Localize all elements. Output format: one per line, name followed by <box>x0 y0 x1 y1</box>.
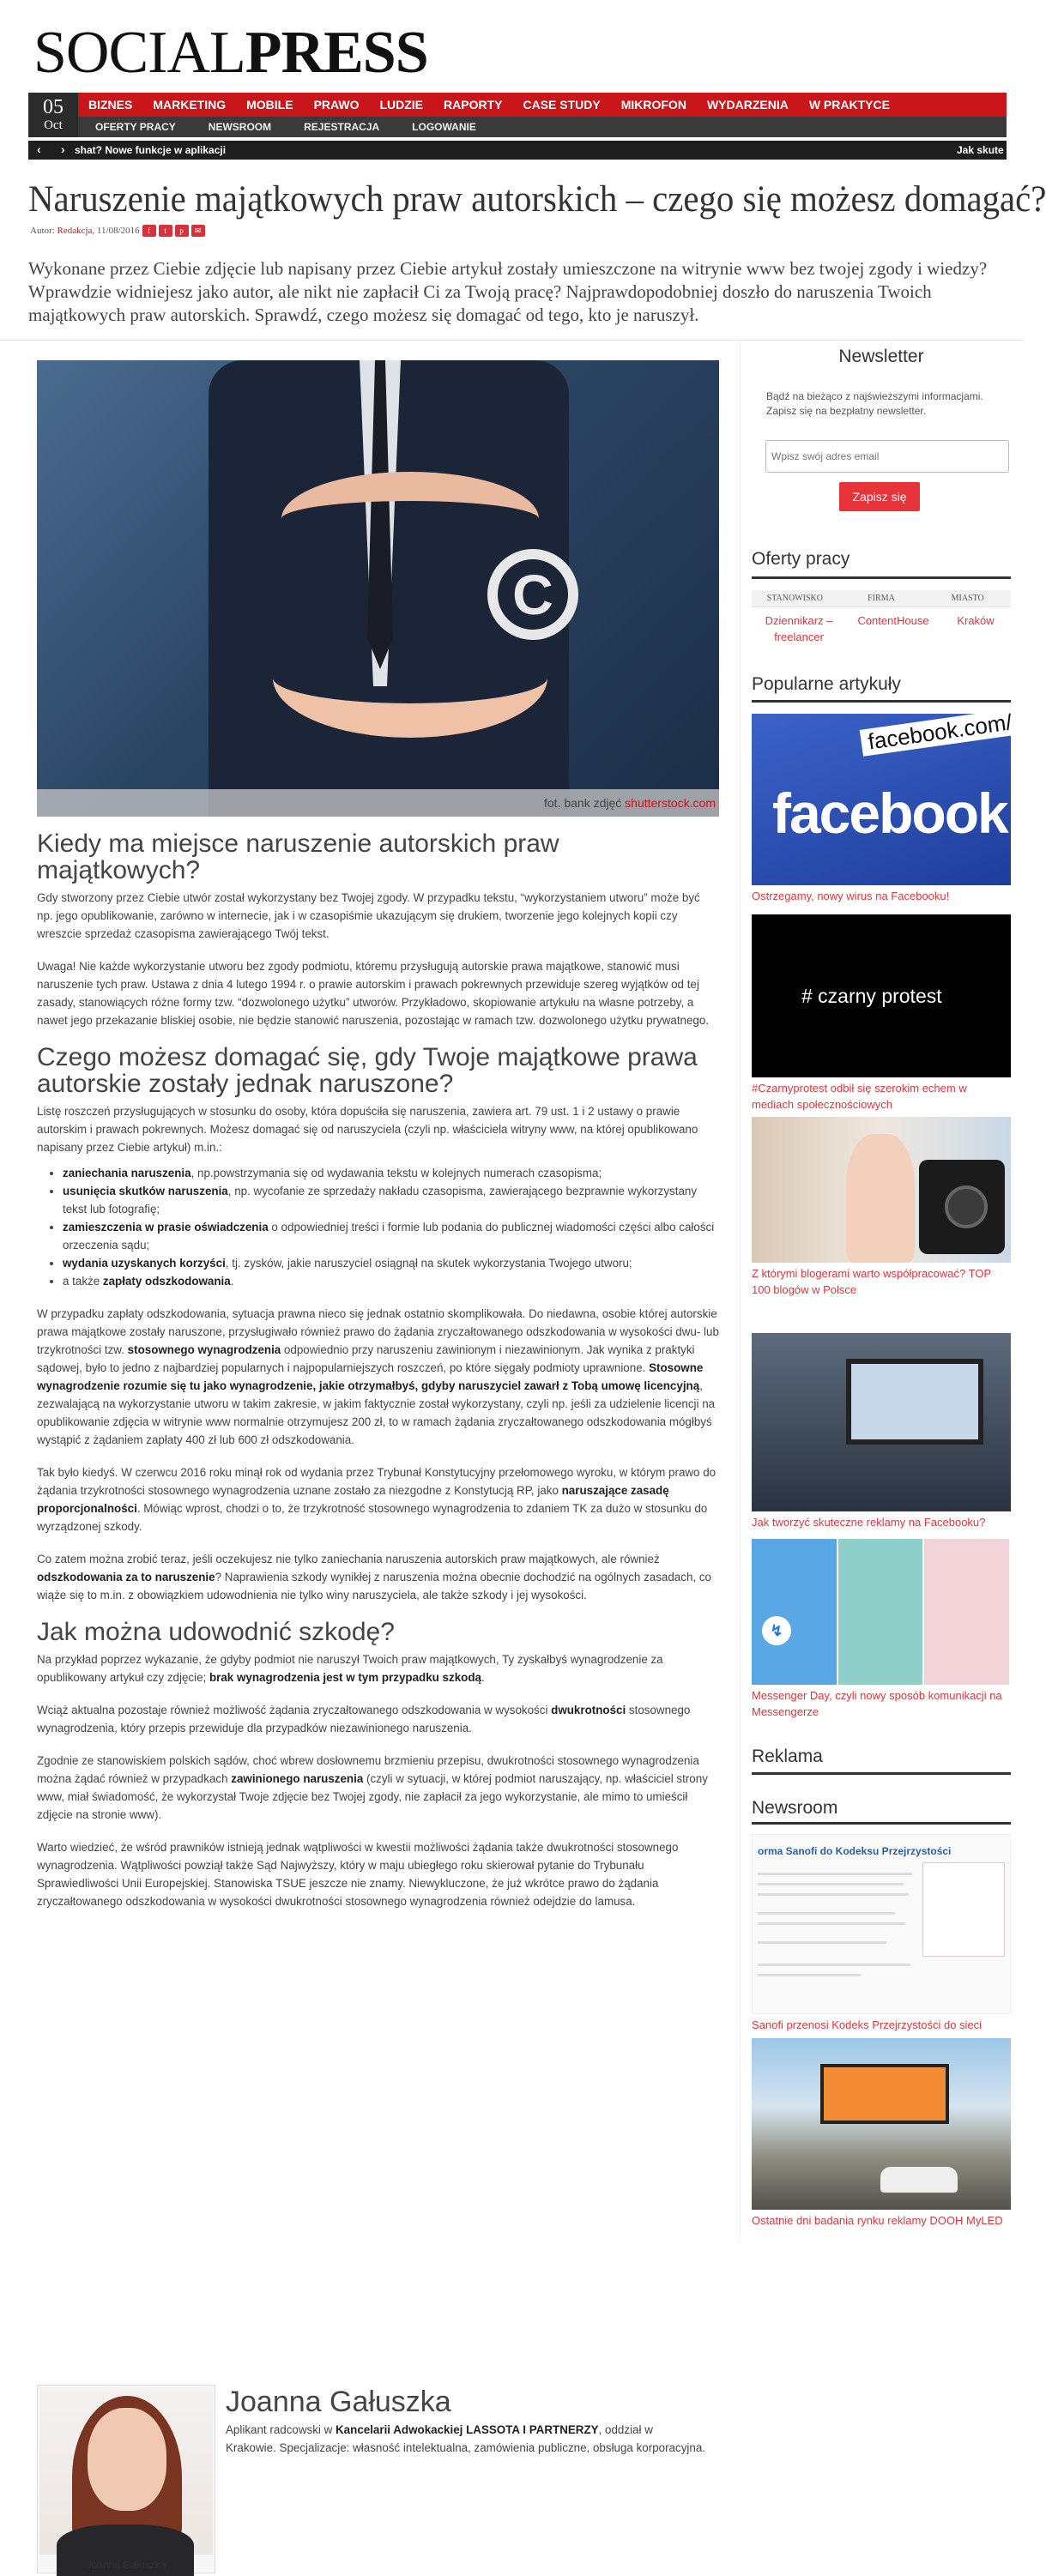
popular-link[interactable]: Jak tworzyć skuteczne reklamy na Facebooku? <box>752 1516 986 1529</box>
author-name: Joanna Gałuszka <box>226 2386 451 2418</box>
ticker-next-icon[interactable]: › <box>61 142 65 156</box>
popular-item <box>752 914 1011 1113</box>
date-badge <box>28 93 78 137</box>
newsletter-subscribe-button[interactable]: Zapisz się <box>839 482 920 511</box>
nav-w-praktyce[interactable]: W PRAKTYCE <box>808 98 890 112</box>
author-link[interactable]: Redakcja <box>57 226 93 236</box>
newsroom-thumbnail[interactable] <box>752 2038 1011 2210</box>
newsletter-title: Newsletter <box>838 347 924 366</box>
section-underline <box>752 576 1011 579</box>
section-heading: Kiedy ma miejsce naruszenie autorskich praw majątkowych? <box>37 830 559 884</box>
popular-item <box>752 1117 1011 1298</box>
paragraph: Wciąż aktualna pozostaje również możliwość żądania zryczałtowanego odszkodowania w wysokości dwukrotności stosownego wynagrodzenia, który przepis przewiduje dla przypadków niezawinionego naruszenia. <box>37 1704 691 1734</box>
laptop-icon <box>846 1359 983 1445</box>
paragraph: Listę roszczeń przysługujących w stosunku do osoby, która dopuściła się naruszenia, zawiera art. 79 ust. 1 i 2 ustawy o prawie autorskim i prawach pokrewnych. Możesz domagać się od naruszyciela (czyli np. właściciela witryny www, na której opublikowano napisany przez Ciebie artykuł) m.in.: <box>37 1105 698 1154</box>
author-photo <box>37 2385 215 2573</box>
image-source-link[interactable]: shutterstock.com <box>625 796 716 810</box>
newsroom-thumbnail[interactable]: orma Sanofi do Kodeksu Przejrzystości <box>752 1834 1011 2014</box>
paragraph: Uwaga! Nie każde wykorzystanie utworu bez zgody podmiotu, któremu przysługują autorskie prawa majątkowe, stanowić musi naruszenie tych praw. Ustawa z dnia 4 lutego 1994 r. o prawie autorskim i prawach pokrewnych przewiduje szereg wyjątków od tej zasady, stanowiących różne formy tzw. “dozwolonego użytku” utworów. Przykładowo, skopiowanie artykułu na własne potrzeby, a nawet jego przekazanie bliskiej osobie, nie będzie stanowić naruszenia, pozostając w ramach tzw. dozwolonego użytku prywatnego. <box>37 960 710 1027</box>
popular-thumbnail[interactable]: facebook.com/ facebook <box>752 714 1011 885</box>
author-box <box>37 2385 719 2573</box>
paragraph: Na przykład poprzez wykazanie, że gdyby podmiot nie naruszył Twoich praw majątkowych, Ty zyskałbyś wynagrodzenie za opublikowany artykuł czy zdjęcie; brak wynagrodzenia jest w tym przypadku szkodą. <box>37 1653 663 1684</box>
divider <box>0 340 1024 341</box>
billboard-icon <box>820 2064 949 2124</box>
newsroom-link[interactable]: Ostatnie dni badania rynku reklamy DOOH MyLED <box>752 2214 1003 2227</box>
popular-title: Popularne artykuły <box>752 674 901 694</box>
nav-mikrofon[interactable]: MIKROFON <box>620 98 686 112</box>
nav-logowanie[interactable]: LOGOWANIE <box>412 121 476 133</box>
date-month: Oct <box>44 118 63 132</box>
paragraph: Co zatem można zrobić teraz, jeśli oczekujesz nie tylko zaniechania naruszenia autorskich praw majątkowych, ale również odszkodowania za to naruszenie? Naprawienia szkody wynikłej z naruszenia można obecnie dochodzić na ogólnych zasadach, co wiąże się to m.in. z obowiązkiem udowodnienia nie tylko winy naruszyciela, ale także szkody i jej wysokości. <box>37 1553 711 1602</box>
nav-case-study[interactable]: CASE STUDY <box>523 98 601 112</box>
popular-item <box>752 1539 1011 1720</box>
newsletter-text: Bądź na bieżąco z najświeższymi informacjami. Zapisz się na bezpłatny newsletter. <box>766 390 983 417</box>
jobs-header-city: MIASTO <box>951 594 984 603</box>
share-twitter-icon[interactable]: t <box>159 225 172 237</box>
ticker-prev-icon[interactable]: ‹ <box>37 142 41 156</box>
article-date: , 11/08/2016 <box>92 226 140 236</box>
newsroom-item <box>752 2038 1011 2229</box>
job-city-link[interactable]: Kraków <box>957 614 995 627</box>
newsroom-item <box>752 1834 1011 2033</box>
article-meta: Autor: Redakcja , 11/08/2016 f t p ✉ <box>30 225 205 237</box>
table-row <box>752 607 1011 645</box>
newsroom-link[interactable]: Sanofi przenosi Kodeks Przejrzystości do sieci <box>752 2018 983 2031</box>
paragraph: Gdy stworzony przez Ciebie utwór został wykorzystany bez Twojej zgody. W przypadku tekstu, “wykorzystaniem utworu” może być np. jego opublikowanie, zarówno w internecie, jak i w czasopiśmie ukazującym się drukiem, tworzenie jego kolejnych kopii czy wreszcie sprzedaż czasopisma zawierającego Twój tekst. <box>37 891 700 940</box>
list-item: • wydania uzyskanych korzyści, tj. zysków, jakie naruszyciel osiągnął na skutek wykorzystania Twojego utworu; <box>63 1254 719 1272</box>
jobs-title: Oferty pracy <box>752 549 850 569</box>
jobs-header-company: FIRMA <box>868 594 895 603</box>
job-company-link[interactable]: ContentHouse <box>857 614 929 627</box>
nav-wydarzenia[interactable]: WYDARZENIA <box>706 98 789 112</box>
ticker-item[interactable]: shat? Nowe funkcje w aplikacji <box>75 144 227 156</box>
car-icon <box>880 2167 958 2193</box>
news-ticker <box>28 141 1007 160</box>
section-underline <box>752 700 1011 703</box>
sidebar-divider <box>740 340 741 2240</box>
paragraph: Warto wiedzieć, że wśród prawników istnieją jednak wątpliwości w kwestii możliwości żądania także dwukrotności stosownego wynagrodzenia. Wątpliwości powziął także Sąd Najwyższy, który w maju ubiegłego roku skierował pytanie do Trybunału Sprawiedliwości Unii Europejskiej. Stanowiska TSUE jeszcze nie znamy. Niewykluczone, że już wkrótce prawo do żądania zryczałtowanego odszkodowania w wysokości dwukrotności stosownego wynagrodzenia również odejdzie do lamusa. <box>37 1841 679 1908</box>
list-item: • a także zapłaty odszkodowania. <box>63 1272 719 1290</box>
popular-link[interactable]: Ostrzegamy, nowy wirus na Facebooku! <box>752 890 950 902</box>
nav-newsroom[interactable]: NEWSROOM <box>208 121 272 133</box>
nav-rejestracja[interactable]: REJESTRACJA <box>304 121 380 133</box>
job-position-link[interactable]: Dziennikarz – freelancer <box>765 614 833 643</box>
primary-menu <box>78 93 1007 117</box>
site-logo[interactable]: SOCIALPRESS <box>33 20 428 86</box>
image-caption: fot. bank zdjęć shutterstock.com <box>37 789 719 817</box>
list-item: • zamieszczenia w prasie oświadczenia o odpowiedniej treści i formie lub podania do publicznej wiadomości części albo całości orzeczenia sądu; <box>63 1218 719 1254</box>
nav-raporty[interactable]: RAPORTY <box>444 98 503 112</box>
ticker-item[interactable]: Jak skute <box>957 144 1004 156</box>
paragraph: Tak było kiedyś. W czerwcu 2016 roku minął rok od wydania przez Trybunał Konstytucyjny przełomowego wyroku, w którym prawo do żądania trzykrotności stosownego wynagrodzenia uznane zostało za niezgodne z Konstytucją RP, jako naruszające zasadę proporcjonalności. Mówiąc wprost, chodzi o to, że trzykrotność stosownego wynagrodzenia to zdaniem TK za dużo w stosunku do wyrządzonej szkody. <box>37 1466 716 1533</box>
section-heading: Jak można udowodnić szkodę? <box>37 1618 395 1646</box>
newsletter-email-input[interactable] <box>765 440 1009 473</box>
ads-title: Reklama <box>752 1746 823 1766</box>
paragraph: Zgodnie ze stanowiskiem polskich sądów, choć wbrew dosłownemu brzmieniu przepisu, dwukrotności stosownego wynagrodzenia można żądać również w przypadkach zawinionego naruszenia (czyli w sytuacji, w której podmiot naruszający, np. właściciel strony www, miał świadomość, że wykorzystał Twoje zdjęcie bez Twojej zgody, nie zapłacił za jego wykorzystanie, ale mimo to umieścił zdjęcie na stronie www). <box>37 1754 708 1821</box>
secondary-menu <box>78 117 1007 137</box>
list-item: • usunięcia skutków naruszenia, np. wycofanie ze sprzedaży nakładu czasopisma, zawierającego bezprawnie wykorzystany tekst lub fotografię; <box>63 1182 719 1218</box>
popular-item <box>752 1333 1011 1530</box>
popular-thumbnail[interactable] <box>752 1333 1011 1511</box>
list-item: • zaniechania naruszenia, np.powstrzymania się od wydawania tekstu w kolejnych numerach czasopisma; <box>63 1164 719 1182</box>
nav-prawo[interactable]: PRAWO <box>313 98 360 112</box>
popular-thumbnail[interactable]: # czarny protest <box>752 914 1011 1077</box>
section-heading: Czego możesz domagać się, gdy Twoje majątkowe prawa autorskie zostały jednak naruszone? <box>37 1043 698 1098</box>
article-title: Naruszenie majątkowych praw autorskich – czego się możesz domagać? <box>28 179 1046 220</box>
jobs-header-position: STANOWISKO <box>766 594 823 603</box>
popular-link[interactable]: Messenger Day, czyli nowy sposób komunikacji na Messengerze <box>752 1689 1002 1718</box>
jobs-table <box>752 590 1011 645</box>
messenger-icon: ↯ <box>762 1616 791 1645</box>
share-facebook-icon[interactable]: f <box>142 225 156 237</box>
share-print-icon[interactable]: p <box>175 225 189 237</box>
popular-item <box>752 709 1014 904</box>
author-description: Aplikant radcowski w Kancelarii Adwokackiej LASSOTA I PARTNERZY, oddział w Krakowie. Specjalizacje: własność intelektualna, zamówienia publiczne, obsługa korporacyjna. <box>226 2423 705 2454</box>
section-underline <box>752 1772 1011 1775</box>
nav-marketing[interactable]: MARKETING <box>153 98 227 112</box>
popular-link[interactable]: #Czarnyprotest odbił się szerokim echem w mediach społecznościowych <box>752 1082 967 1111</box>
copyright-icon: C <box>487 549 578 640</box>
author-photo-caption: Joanna Gałuszka <box>86 2559 166 2571</box>
nav-mobile[interactable]: MOBILE <box>246 98 293 112</box>
newsroom-title: Newsroom <box>752 1798 838 1818</box>
nav-oferty-pracy[interactable]: OFERTY PRACY <box>95 121 176 133</box>
date-day: 05 <box>43 96 63 118</box>
main-navigation <box>28 93 1007 137</box>
nav-biznes[interactable]: BIZNES <box>88 98 133 112</box>
section-underline <box>752 1822 1011 1825</box>
paragraph: W przypadku zapłaty odszkodowania, sytuacja prawna nieco się jednak ostatnio skomplikowała. Do niedawna, osobie której autorskie prawa majątkowe zostały naruszone, przysługiwało również prawo do żądania zryczałtowanego odszkodowania w wysokości dwu- lub trzykrotności tzw. stosownego wynagrodzenia odpowiednio przy naruszeniu zawinionym i niezawinionym. Jak wynika z praktyki sądowej, było to jedno z najbardziej popularnych i najpopularniejszych roszczeń, po które sięgały podmioty uprawnione. Stosowne wynagrodzenie rozumie się tu jako wynagrodzenie, jakie otrzymałbyś, gdyby naruszyciel zawarł z Tobą umowę licencyjną, zezwalającą na wykorzystanie utworu w takim zakresie, w jakim faktycznie został wykorzystany, czyli np. jeśli za udzielenie licencji na opublikowanie zdjęcia w witrynie www normalnie otrzymujesz 200 zł, to w ramach żądania zryczałtowanego odszkodowania mógłbyś wystąpić z żądaniem zapłaty 400 zł lub 600 zł odszkodowania. <box>37 1307 719 1446</box>
share-email-icon[interactable]: ✉ <box>191 225 205 237</box>
article-hero-image <box>37 360 719 817</box>
article-lead: Wykonane przez Ciebie zdjęcie lub napisany przez Ciebie artykuł zostały umieszczone na witrynie www bez twojej zgody i wiedzy? Wprawdzie widniejesz jako autor, ale nikt nie zapłacił Ci za Twoją pracę? Najprawdopodobniej doszło do naruszenia Twoich majątkowych praw autorskich. Sprawdź, czego możesz się domagać od tego, kto je naruszył. <box>28 258 988 325</box>
popular-link[interactable]: Z którymi blogerami warto współpracować? TOP 100 blogów w Polsce <box>752 1267 991 1296</box>
popular-thumbnail[interactable] <box>752 1117 1011 1263</box>
nav-ludzie[interactable]: LUDZIE <box>379 98 424 112</box>
claims-list <box>63 1164 719 1290</box>
popular-thumbnail[interactable] <box>752 1539 1011 1685</box>
article-text <box>37 830 719 1925</box>
